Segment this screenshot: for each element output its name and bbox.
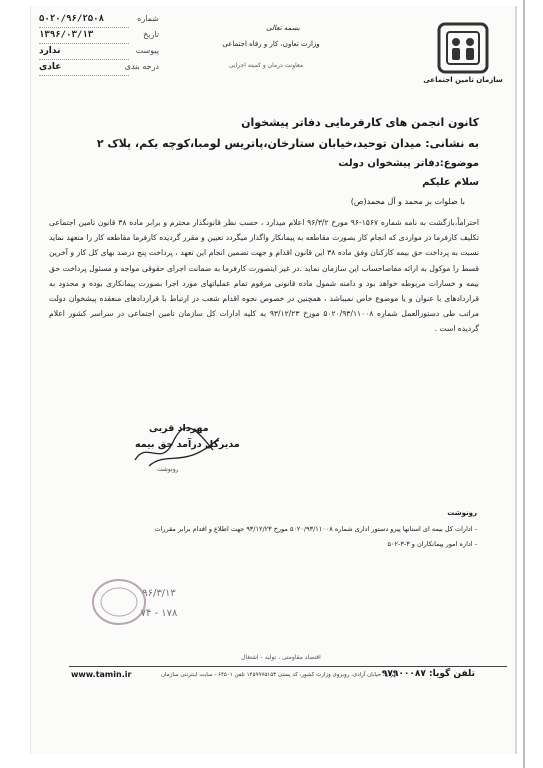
meta-attachment-label: پیوست (135, 46, 159, 55)
footer-address: تهران، خیابان آزادی، روبروی وزارت کشور، کد پستی ۱۴۵۹۹۷۵۱۵۳ تلفن ۶۴۵۰۱ - سایت اینترنتی سازمان (161, 672, 398, 678)
copy-line: - اداره امور پیمانکاران و ۳-۳-۵۰۲ (387, 540, 477, 548)
letter-meta (39, 14, 159, 78)
signatory-title: مدیرکل درآمد حق بیمه (135, 439, 240, 450)
address-line: به نشانی: میدان توحید،خیابان ستارخان،پاتریس لومبا،کوچه یکم، پلاک ۲ (96, 137, 479, 150)
copies-title: رونوشت (447, 509, 477, 517)
signatory-name: مهرداد قربی (149, 423, 209, 434)
footer-phone: تلفن گویا: ۹۷۹۰۰۰۸۷ (381, 669, 475, 679)
meta-class-row (39, 62, 159, 78)
footer-divider (69, 666, 507, 667)
meta-number-label: شماره (137, 14, 159, 23)
meta-attachment-value: ندارد (39, 46, 61, 56)
meta-line (39, 27, 129, 28)
org-name: سازمان تامین اجتماعی (423, 76, 503, 84)
stamp-date: ۹۶/۳/۱۳ (142, 588, 176, 599)
meta-number-value: ۵۰۲۰/۹۶/۲۵۰۸ (39, 14, 105, 24)
meta-line (39, 43, 129, 44)
meta-attachment-row (39, 46, 159, 62)
ministry-subtitle: معاونت درمان و کمیته اجرایی (228, 62, 304, 69)
addressee: کانون انجمن های کارفرمایی دفاتر پیشخوان (241, 116, 479, 129)
footer-slogan: اقتصاد مقاومتی ، تولید - اشتغال (241, 654, 321, 661)
letter-body: احتراماً،بازگشت به نامه شماره ۱۵۶۷-۹۶ مورخ ۹۶/۳/۲ اعلام میدارد ، حسب نظر قانونگذار محترم و برابر ماده ۳۸ قانون تامین اجتماعی تکلیف کارفرما در مواردی که انجام کار بصورت مقاطعه به پیمانکار واگذار میگردد تعیین و مقرر گردیده کارفرما مقاطعه کار را متعهد نماید نسبت به پرداخت حق بیمه کارکنان وفق ماده ۳۸ این قانون اقدام و جهت تضمین انجام این تعهد ، پرداخت پنج درصد بهای کل کار و آخرین قسط را موکول به ارائه مفاصاحساب این سازمان نماید .در غیر اینصورت کارفرما به ضمانت اجرای حقوقی مواجه و مسئول پرداخت حق بیمه و خسارات مربوطه خواهد بود و دامنه شمول ماده قانونی مرقوم تمام عملیاتهای مورد اجرا بصورت پیمانکاری بوده و محدود به قراردادهای با عنوان و یا موضوع خاص نمیباشد ، همچنین در خصوص نحوه اقدام شعب در ارتباط با قراردادهای منعقده پیشخوان دولت مراتب طی دستورالعمل شماره ۵۰۲۰/۹۳/۱۱۰۰۸ مورخ ۹۳/۱۲/۲۳ به کلیه ادارات کل سازمان تامین اجتماعی در سراسر کشور اعلام گردیده است . (49, 218, 479, 334)
meta-class-label: درجه بندی (124, 62, 159, 71)
meta-line (39, 75, 129, 76)
meta-date-label: تاریخ (143, 30, 159, 39)
meta-number-row (39, 14, 159, 30)
tamin-logo-icon (435, 20, 491, 76)
ministry-name: وزارت تعاون، کار و رفاه اجتماعی (222, 40, 320, 48)
subject-line: موضوع:دفاتر پیشخوان دولت (338, 158, 479, 169)
greeting: سلام علیکم (422, 177, 479, 188)
meta-date-value: ۱۳۹۶/۰۳/۱۳ (39, 30, 94, 40)
bismillah: بسمه تعالی (266, 24, 300, 32)
meta-class-value: عادی (39, 62, 62, 72)
footer-website: www.tamin.ir (71, 670, 132, 679)
letter-page (30, 6, 517, 754)
meta-date-row (39, 30, 159, 46)
signature-note: رونوشت (157, 466, 179, 473)
stamp-code: ۷۴ - ۱۷۸ (140, 608, 178, 619)
received-stamp-icon (89, 576, 183, 628)
meta-line (39, 59, 129, 60)
scan-edge (523, 0, 525, 768)
copy-line: - ادارات کل بیمه ای استانها پیرو دستور اداری شماره ۵۰۲۰/۹۳/۱۱۰۰۸ مورخ ۹۳/۱۲/۲۳ جهت اطلاع و اقدام برابر مقررات (154, 525, 477, 533)
salawat-line: با صلوات بر محمد و آل محمد(ص) (350, 197, 465, 206)
